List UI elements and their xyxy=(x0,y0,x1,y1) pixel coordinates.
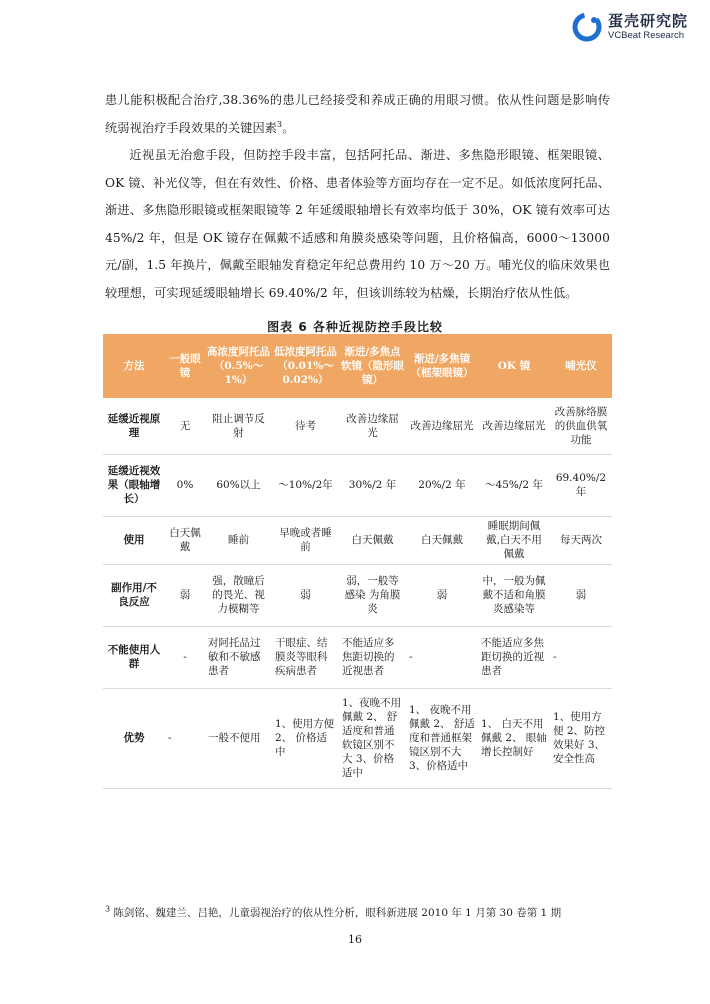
table-cell: 改善边缘屈光 xyxy=(406,398,478,454)
table-cell: 一般不便用 xyxy=(205,688,272,788)
table-cell: 60%以上 xyxy=(205,454,272,516)
table-cell: 0% xyxy=(165,454,205,516)
comparison-table xyxy=(103,334,612,789)
table-cell: 不能适应多焦距切换的近视患者 xyxy=(478,626,550,688)
table-header-cell: 一般眼镜 xyxy=(165,334,205,398)
row-label: 副作用/不良反应 xyxy=(103,564,165,626)
row-label: 延缓近视原理 xyxy=(103,398,165,454)
table-cell: 改善边缘屈光 xyxy=(339,398,406,454)
table-cell: 睡眠期间佩戴,白天不用佩戴 xyxy=(478,516,550,564)
table-cell: 1、 白天不用佩戴 2、 眼轴增长控制好 xyxy=(478,688,550,788)
table-cell: 白天佩戴 xyxy=(339,516,406,564)
table-cell: 30%/2 年 xyxy=(339,454,406,516)
footnote-text: 陈剑铭、魏建兰、吕艳，儿童弱视治疗的依从性分析，眼科新进展 2010 年 1 月第 30 卷第 1 期 xyxy=(113,907,562,919)
row-label: 延缓近视效果（眼轴增长） xyxy=(103,454,165,516)
table-cell: 白天佩戴 xyxy=(165,516,205,564)
page-number: 16 xyxy=(348,933,362,946)
table-cell: 弱 xyxy=(165,564,205,626)
table-row xyxy=(103,688,612,788)
table-cell: 1、夜晚不用佩戴 2、 舒适度和普通软镜区别不大 3、价格适中 xyxy=(339,688,406,788)
table-cell: 弱，一般等感染 为角膜炎 xyxy=(339,564,406,626)
table-cell: - xyxy=(550,626,612,688)
table-cell: 弱 xyxy=(550,564,612,626)
table-cell: 无 xyxy=(165,398,205,454)
brand-name-cn: 蛋壳研究院 xyxy=(607,12,688,30)
paragraph-2: 近视虽无治愈手段，但防控手段丰富，包括阿托品、渐进、多焦隐形眼镜、框架眼镜、OK 镜、补光仪等，但在有效性、价格、患者体验等方面均存在一定不足。如低浓度阿托品、渐进、多焦隐形眼镜或框架眼镜等 2 年延缓眼轴增长有效率均低于 30%，OK 镜有效率可达 45%/2 年，但是 OK 镜存在佩戴不适感和角膜炎感染等问题，且价格偏高，6000～13000 元/副，1.5 年换片，佩戴至眼轴发育稳定年纪总费用约 10 万～20 万。哺光仪的临床效果也较理想，可实现延缓眼轴增长 69.40%/2 年，但该训练较为枯燥，长期治疗依从性低。 xyxy=(105,148,610,300)
table-cell: 对阿托品过敏和不敏感患者 xyxy=(205,626,272,688)
table-cell: 20%/2 年 xyxy=(406,454,478,516)
table-header-cell: 渐进/多焦镜（框架眼镜） xyxy=(406,334,478,398)
table-cell: 69.40%/2年 xyxy=(550,454,612,516)
table-cell: 弱 xyxy=(406,564,478,626)
table-cell: 睡前 xyxy=(205,516,272,564)
table-cell: 干眼症、结膜炎等眼科疾病患者 xyxy=(272,626,339,688)
table-cell: 待考 xyxy=(272,398,339,454)
table-header-cell: 哺光仪 xyxy=(550,334,612,398)
row-label: 优势 xyxy=(103,688,165,788)
table-cell: 改善脉络膜的供血供氧功能 xyxy=(550,398,612,454)
table-cell: 不能适应多焦距切换的近视患者 xyxy=(339,626,406,688)
table-cell: 改善边缘屈光 xyxy=(478,398,550,454)
figure-title: 图表 6 各种近视防控手段比较 xyxy=(267,320,443,334)
table-cell: 1、使用方便 2、防控效果好 3、安全性高 xyxy=(550,688,612,788)
table-cell: ～45%/2 年 xyxy=(478,454,550,516)
table-cell: - xyxy=(165,626,205,688)
table-header-row xyxy=(103,334,612,398)
footnote-ref[interactable]: 3 xyxy=(277,119,283,129)
table-row xyxy=(103,516,612,564)
table-cell: ～10%/2年 xyxy=(272,454,339,516)
table-cell: 1、使用方便 2、 价格适中 xyxy=(272,688,339,788)
footnote xyxy=(105,905,561,920)
vcbeat-logo-icon xyxy=(572,12,602,42)
table-cell: - xyxy=(406,626,478,688)
table-row xyxy=(103,564,612,626)
table-cell: 强，散瞳后的畏光、视力模糊等 xyxy=(205,564,272,626)
table-row xyxy=(103,454,612,516)
table-header-cell: 高浓度阿托品（0.5%～1%） xyxy=(205,334,272,398)
table-cell: 白天佩戴 xyxy=(406,516,478,564)
table-cell: 中，一般为佩戴不适和角膜炎感染等 xyxy=(478,564,550,626)
table-cell: 每天两次 xyxy=(550,516,612,564)
row-label: 使用 xyxy=(103,516,165,564)
table-header-cell: 低浓度阿托品（0.01%～0.02%） xyxy=(272,334,339,398)
table-header-cell: OK 镜 xyxy=(478,334,550,398)
brand-logo xyxy=(572,12,688,42)
table-row xyxy=(103,398,612,454)
paragraph-1: 患儿能积极配合治疗,38.36%的患儿已经接受和养成正确的用眼习惯。依从性问题是影响传统弱视治疗手段效果的关键因素$^3$。 xyxy=(105,93,610,135)
table-cell: 阻止调节反射 xyxy=(205,398,272,454)
table-cell: 1、 夜晚不用佩戴 2、 舒适度和普通框架镜区别不大 3、价格适中 xyxy=(406,688,478,788)
row-label: 不能使用人群 xyxy=(103,626,165,688)
table-cell: 弱 xyxy=(272,564,339,626)
brand-name-en: VCBeat Research xyxy=(607,30,685,41)
table-row xyxy=(103,626,612,688)
footnote-marker: 3 xyxy=(105,904,111,914)
table-cell: - xyxy=(165,688,205,788)
table-cell: 早晚或者睡前 xyxy=(272,516,339,564)
table-header-cell: 方法 xyxy=(103,334,165,398)
table-header-cell: 渐进/多焦点软镜（隐形眼镜） xyxy=(339,334,406,398)
